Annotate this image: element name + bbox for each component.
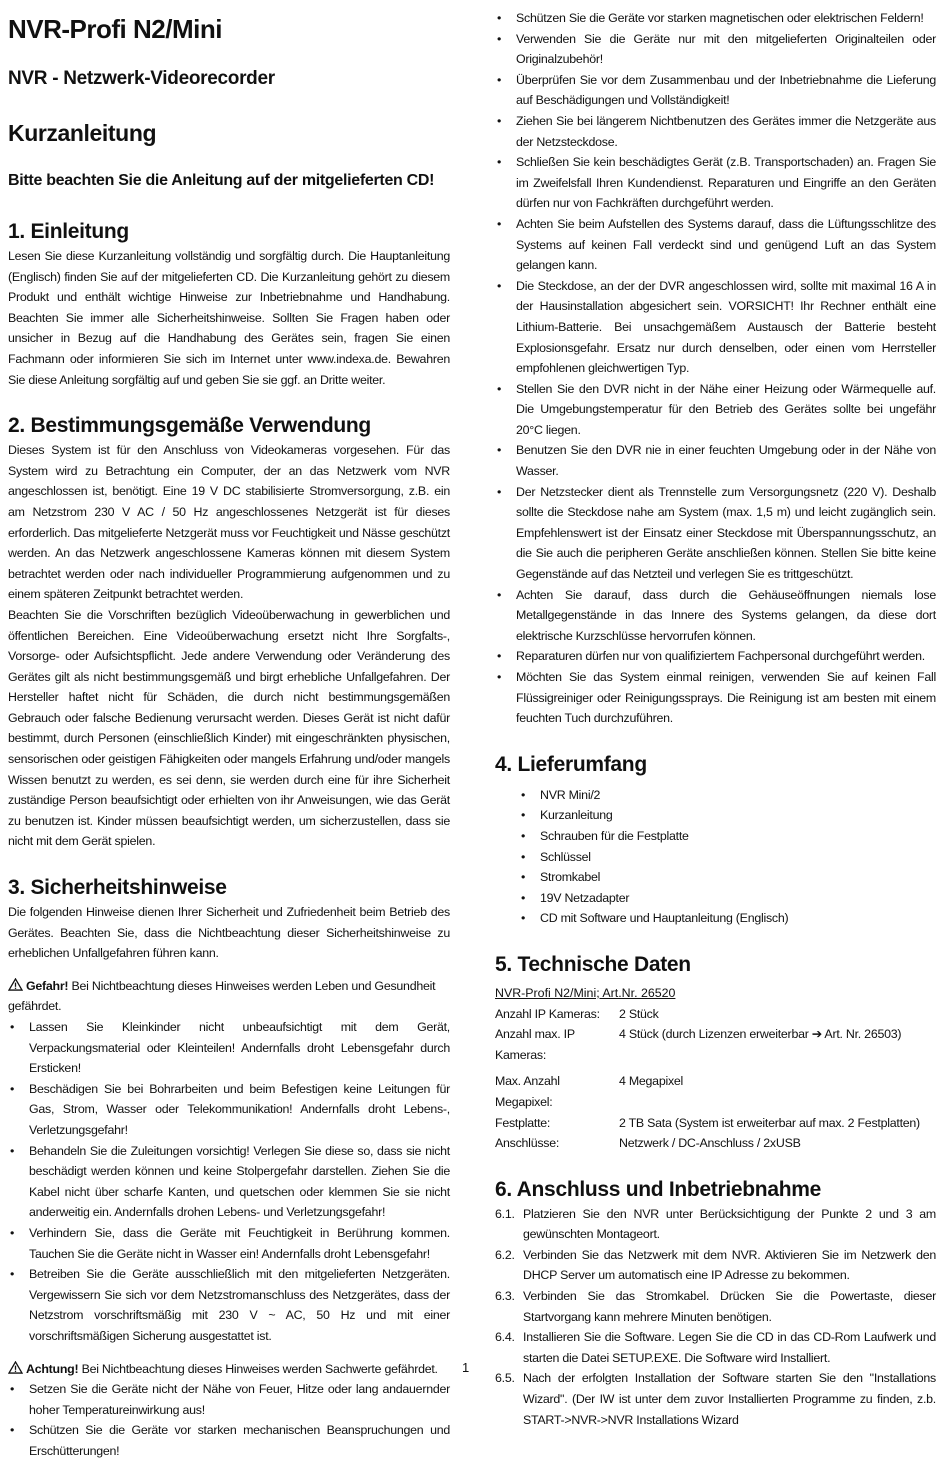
table-row: Festplatte: 2 TB Sata (System ist erweiterbar auf max. 2 Festplatten): [495, 1115, 920, 1130]
list-item: 6.2. Verbinden Sie das Netzwerk mit dem NVR. Aktivieren Sie im Netzwerk den DHCP Server um automatisch eine IP Adresse zu bekommen.: [495, 1247, 936, 1283]
bullet-icon: •: [521, 911, 526, 926]
caution-label: Achtung!: [26, 1361, 79, 1376]
danger-list: [8, 1017, 450, 1347]
bullet-icon: •: [497, 670, 502, 684]
bullet-icon: •: [10, 1081, 15, 1096]
right-column: [495, 8, 936, 1430]
list-item: • Benutzen Sie den DVR nie in einer feuchten Umgebung oder in der Nähe von Wasser.: [495, 440, 936, 481]
list-item: • Achten Sie darauf, dass durch die Gehäuseöffnungen niemals lose Metallgegenstände in das Innere des Systems gelangen, da diese dort elektrische Kurzschlüsse hervorrufen können.: [495, 585, 936, 647]
section-5-heading: 5. Technische Daten: [495, 952, 691, 976]
kurzanleitung-heading: Kurzanleitung: [8, 120, 157, 146]
section-2-paragraph-1: Dieses System ist für den Anschluss von Videokameras vorgesehen. Für das System wird zu Betrachtung ein Computer, der an das Netzwerk vom NVR angeschlossen ist, benötigt. Eine 19 V DC stabilisierte Stromversorgung, z.B. ein am Netzstrom 230 V AC / 50 Hz angeschlossenes Netzgerät ist für dieses erforderlich. Das mitgelieferte Netzgerät muss vor Feuchtigkeit und Nässe geschützt werden. An das Netzwerk angeschlossene Kameras können mit diesem System betrachtet werden oder nach individueller Programmierung aufgenommen und zu einem späteren Zeitpunkt betrachtet werden.: [8, 443, 450, 602]
bullet-icon: •: [521, 890, 526, 905]
bullet-icon: •: [497, 155, 502, 170]
bullet-icon: •: [521, 828, 526, 843]
list-item: • Lassen Sie Kleinkinder nicht unbeaufsichtigt mit dem Gerät, Verpackungsmaterial oder Kleinteilen! Andernfalls droht Lebensgefahr durch Ersticken!: [8, 1017, 450, 1079]
list-item: • Schützen Sie die Geräte vor starken mechanischen Beanspruchungen und Erschütterungen!: [8, 1420, 450, 1461]
list-item: • Der Netzstecker dient als Trennstelle zum Versorgungsnetz (220 V). Deshalb sollte die Steckdose nahe am System (max. 1,5 m) und leicht zugänglich sein. Empfehlenswert ist der Einsatz einer Steckdose mit Überspannungsschutz, an die Sie auch die peripheren Geräte anschließen können. Stellen Sie bitte keine Gegenstände auf das Netzteil und verlegen Sie es trittgeschützt.: [495, 482, 936, 585]
list-item: • Achten Sie beim Aufstellen des Systems darauf, dass die Lüftungsschlitze des Systems auf keinen Fall verdeckt sind und genügend Luft an das System gelangen kann.: [495, 214, 936, 276]
bullet-icon: •: [497, 72, 502, 87]
list-item: • Stromkabel: [521, 867, 936, 888]
caution-notice: [8, 1359, 450, 1380]
bullet-icon: •: [497, 587, 502, 602]
section-6-heading: 6. Anschluss und Inbetriebnahme: [495, 1177, 821, 1201]
table-row: Anschlüsse: Netzwerk / DC-Anschluss / 2xUSB: [495, 1136, 801, 1151]
section-2-heading: 2. Bestimmungsgemäße Verwendung: [8, 414, 371, 438]
bullet-icon: •: [521, 787, 526, 802]
list-item: • NVR Mini/2: [521, 785, 936, 806]
document-subtitle: NVR - Netzwerk-Videorecorder: [8, 68, 275, 89]
bullet-icon: •: [497, 216, 502, 231]
section-3-intro: Die folgenden Hinweise dienen Ihrer Sicherheit und Zufriedenheit beim Betrieb des Gerätes. Beachten Sie, dass die Nichtbeachtung dieser Sicherheitshinweise zu erheblichen Unfallgefahren führen kann.: [8, 905, 450, 961]
bullet-icon: •: [521, 849, 526, 864]
danger-text: Bei Nichtbeachtung dieses Hinweises werden Leben und Gesundheit gefährdet.: [8, 978, 436, 1014]
bullet-icon: •: [497, 278, 502, 293]
list-item: 6.4. Installieren Sie die Software. Legen Sie die CD in das CD-Rom Laufwerk und starten die Datei SETUP.EXE. Die Software wird Installiert.: [495, 1330, 936, 1365]
table-row: Anzahl max. IP Kameras: 4 Stück (durch Lizenzen erweiterbar ➔ Art. Nr. 26503): [495, 1027, 902, 1062]
list-item: • 19V Netzadapter: [521, 888, 936, 909]
list-item: • Kurzanleitung: [521, 805, 936, 826]
list-item: • Die Steckdose, an der der DVR angeschlossen wird, sollte mit maximal 16 A in der Hausinstallation abgesichert sein. VORSICHT! Ihr Rechner enthält eine Lithium-Batterie. Bei unsachgemäßem Austausch der Batterie besteht Explosionsgefahr. Ersatz nur durch denselben, oder einen vom Herrsteller empfohlenen gleichwertigen Typ.: [495, 276, 936, 379]
bullet-icon: •: [497, 113, 502, 128]
section-4-heading: 4. Lieferumfang: [495, 752, 647, 776]
tech-table-2: [495, 1071, 920, 1153]
table-row: Anzahl IP Kameras: 2 Stück: [495, 1006, 659, 1021]
bullet-icon: •: [497, 11, 502, 25]
document-title: NVR-Profi N2/Mini: [8, 14, 222, 44]
bullet-icon: •: [10, 1267, 15, 1282]
bullet-icon: •: [497, 649, 502, 664]
list-item: • Verwenden Sie die Geräte nur mit den mitgelieferten Originalteilen oder Originalzubehör!: [495, 29, 936, 70]
page-number: 1: [462, 1360, 470, 1375]
list-item: • Ziehen Sie bei längerem Nichtbenutzen des Gerätes immer die Netzgeräte aus der Netzsteckdose.: [495, 111, 936, 152]
list-item: • Reparaturen dürfen nur von qualifiziertem Fachpersonal durchgeführt werden.: [495, 646, 936, 667]
warning-triangle-icon: [8, 978, 23, 991]
caution-text: Bei Nichtbeachtung dieses Hinweises werden Sachwerte gefährdet.: [78, 1361, 438, 1376]
list-item: • Betreiben Sie die Geräte ausschließlich mit den mitgelieferten Netzgeräten. Vergewissern Sie sich vor dem Netzstromanschluss des Netzgerätes, dass der Netzstrom vorschriftsmäßig mit 230 V ~ AC, 50 Hz und mit einer vorschriftsmäßigen Sicherung ausgestattet ist.: [8, 1264, 450, 1346]
bullet-icon: •: [10, 1143, 15, 1158]
list-item: 6.5. Nach der erfolgten Installation der Software starten Sie den "Installations Wizard". (Der IW ist unter dem zuvor Installierten Programme zu finden, z.b. START->NVR->NVR Installations Wizard: [495, 1371, 936, 1427]
list-item: • Schrauben für die Festplatte: [521, 826, 936, 847]
cd-notice: Bitte beachten Sie die Anleitung auf der mitgelieferten CD!: [8, 172, 435, 189]
list-item: • Schlüssel: [521, 847, 936, 868]
left-column: [8, 0, 450, 1461]
section-1-heading: 1. Einleitung: [8, 220, 129, 243]
section-2-paragraph-2: Beachten Sie die Vorschriften bezüglich Videoüberwachung in gewerblichen und öffentlichen Bereichen. Eine Videoüberwachung ersetzt nicht Ihre Sorgfalts-, Vorsorge- oder Aufsichtspflicht. Jede andere Verwendung oder Veränderung des Gerätes gilt als nicht bestimmungsgemäß und birgt erhebliche Unfallgefahren. Der Hersteller haftet nicht für Schäden, die durch nicht bestimmungsgemäßen Gebrauch oder falsche Bedienung verursacht werden. Dieses Gerät ist nicht dafür bestimmt, durch Personen (einschließlich Kinder) mit eingeschränkten physischen, sensorischen oder geistigen Fähigkeiten oder mangels Erfahrung und/oder mangels Wissen benutzt zu werden, es sei denn, sie werden durch eine für ihre Sicherheit zuständige Person beaufsichtigt oder erhielten von ihr Anweisungen, wie das Gerät zu benutzen ist. Kinder müssen beaufsichtigt werden, um sicherzustellen, dass sie nicht mit dem Gerät spielen.: [8, 607, 450, 849]
list-item: • Schließen Sie kein beschädigtes Gerät (z.B. Transportschaden) an. Fragen Sie im Zweifelsfall Ihren Kundendienst. Reparaturen und Eingriffe an den Geräten dürfen nur von Fachkräften durchgeführt werden.: [495, 152, 936, 214]
setup-steps: [495, 1204, 936, 1431]
section-1-text: Lesen Sie diese Kurzanleitung vollständig und sorgfältig durch. Die Hauptanleitung (Englisch) finden Sie auf der mitgelieferten CD. Die Kurzanleitung gehört zu diesem Produkt und enthält wichtige Hinweise zur Inbetriebnahme und Handhabung. Beachten Sie immer alle Sicherheitshinweise. Sollten Sie Fragen haben oder unsicher in Bezug auf die Handhabung des Gerätes sein, fragen Sie einen Fachmann oder informieren Sie sich im Internet unter www.indexa.de. Bewahren Sie diese Anleitung sorgfältig auf und geben Sie sie ggf. an Dritte weiter.: [8, 249, 450, 387]
list-item: • Verhindern Sie, dass die Geräte mit Feuchtigkeit in Berührung kommen. Tauchen Sie die Geräte nicht in Wasser ein! Andernfalls droht Lebensgefahr!: [8, 1223, 450, 1264]
bullet-icon: •: [10, 1423, 15, 1438]
danger-label: Gefahr!: [26, 978, 69, 993]
warning-triangle-icon: [8, 1361, 23, 1374]
model-line: NVR-Profi N2/Mini; Art.Nr. 26520: [495, 985, 676, 1000]
danger-notice: [8, 976, 450, 1017]
list-item: • Überprüfen Sie vor dem Zusammenbau und der Inbetriebnahme die Lieferung auf Beschädigungen und Vollständigkeit!: [495, 70, 936, 111]
bullet-icon: •: [521, 808, 526, 823]
bullet-icon: •: [497, 484, 502, 499]
tech-table-1: [495, 1004, 901, 1066]
list-item: • Möchten Sie das System einmal reinigen, verwenden Sie auf keinen Fall Flüssigreiniger oder Reinigungssprays. Die Reinigung ist am besten mit einem feuchten Tuch durchzuführen.: [495, 667, 936, 729]
list-item: 6.3. Verbinden Sie das Stromkabel. Drücken Sie die Powertaste, dieser Startvorgang kann mehrere Minuten benötigen.: [495, 1289, 936, 1324]
list-item: • Schützen Sie die Geräte vor starken magnetischen oder elektrischen Feldern!: [495, 8, 936, 29]
list-item: 6.1. Platzieren Sie den NVR unter Berücksichtigung der Punkte 2 und 3 am gewünschten Montageort.: [495, 1206, 936, 1242]
bullet-icon: •: [10, 1020, 15, 1034]
list-item: • Setzen Sie die Geräte nicht der Nähe von Feuer, Hitze oder lang andauernder hoher Temperatureinwirkung aus!: [8, 1379, 450, 1420]
bullet-icon: •: [10, 1382, 15, 1397]
bullet-icon: •: [521, 870, 526, 885]
lieferumfang-list: [495, 785, 936, 929]
table-row: Max. Anzahl Megapixel: 4 Megapixel: [495, 1074, 684, 1109]
bullet-icon: •: [497, 381, 502, 396]
list-item: • Stellen Sie den DVR nicht in der Nähe einer Heizung oder Wärmequelle auf. Die Umgebungstemperatur für den Betrieb des Gerätes sollte bei ungefähr 20°C liegen.: [495, 379, 936, 441]
section-3-heading: 3. Sicherheitshinweise: [8, 876, 227, 900]
list-item: • Beschädigen Sie bei Bohrarbeiten und beim Befestigen keine Leitungen für Gas, Strom, Wasser oder Telekommunikation! Andernfalls droht Lebens-, Verletzungsgefahr!: [8, 1079, 450, 1141]
caution-list-right: [495, 8, 936, 729]
caution-list-left: [8, 1379, 450, 1461]
list-item: • Behandeln Sie die Zuleitungen vorsichtig! Verlegen Sie diese so, dass sie nicht beschädigt werden können und keine Stolpergefahr darstellen. Ziehen Sie die Kabel nicht über scharfe Kanten, und quetschen oder klemmen Sie sie nicht anderweitig ein. Andernfalls drohen Lebens- und Verletzungsgefahr!: [8, 1141, 450, 1223]
bullet-icon: •: [497, 31, 502, 46]
bullet-icon: •: [10, 1225, 15, 1240]
bullet-icon: •: [497, 443, 502, 458]
list-item: • CD mit Software und Hauptanleitung (Englisch): [521, 908, 936, 929]
